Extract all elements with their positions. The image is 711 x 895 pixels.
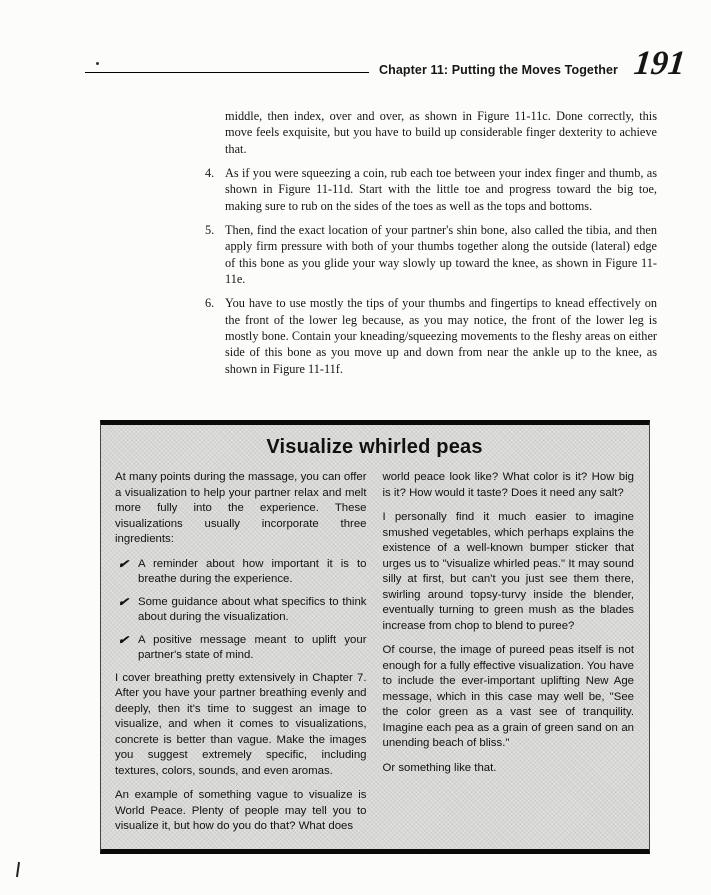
- chapter-title: Chapter 11: Putting the Moves Together: [378, 62, 618, 77]
- step-number: 4.: [205, 166, 215, 181]
- bullet-item: [117, 633, 367, 664]
- sidebar-paragraph: At many points during the massage, you can offer a visualization to help your partner relax and melt more fully into the experience. These visualizations usually incorporate three ingredients:: [115, 471, 367, 546]
- step-text: Then, find the exact location of your partner's shin bone, also called the tibia, and then apply firm pressure with both of your thumbs together along the outside (lateral) edge of this bone as you glide your way slowly up toward the knee, as shown in Figure 11-11e.: [225, 223, 657, 287]
- check-bullet-icon: ✔: [117, 594, 130, 609]
- bullet-item: [117, 595, 367, 626]
- step-text: You have to use mostly the tips of your thumbs and fingertips to knead effectively on the front of the lower leg because, as you may notice, the front of the lower leg is mostly bone. Contain your kneading/squeezing movements to the fleshy areas on either side of this bone as you move up and down from near the ankle up to the knee, as shown in Figure 11-11f.: [225, 296, 657, 376]
- sidebar-paragraph: I cover breathing pretty extensively in Chapter 7. After you have your partner breathing evenly and deeply, then it's time to suggest an image to visualize, and when it comes to visualizations, concrete is better than vague. Make the images you suggest extremely specific, including textures, colors, sounds, and even aromas.: [115, 671, 367, 777]
- intro-paragraph: middle, then index, over and over, as shown in Figure 11-11c. Done correctly, this move feels exquisite, but you have to build up considerable finger dexterity to achieve that.: [225, 109, 657, 156]
- sidebar-right-column: [383, 470, 635, 835]
- page-number: 191: [632, 45, 688, 82]
- sidebar-paragraph: I personally find it much easier to imagine smushed vegetables, which perhaps explains the existence of a well-known bumper sticker that urges us to "visualize whirled peas." It may sound silly at first, but can't you just see them there, swirling around topsy-turvy inside the blender, eventually turning to green mush as the blades increase from chop to blend to puree?: [382, 511, 634, 632]
- header-rule: [85, 72, 369, 73]
- bullet-list: [117, 557, 367, 664]
- sidebar-box: [100, 420, 650, 854]
- step-number: 6.: [205, 296, 215, 311]
- body-text-block: [205, 108, 657, 385]
- check-bullet-icon: ✔: [117, 556, 130, 571]
- step-number: 5.: [205, 223, 215, 238]
- scan-artifact-mark: [16, 862, 20, 877]
- bullet-text: A reminder about how important it is to breathe during the experience.: [138, 557, 367, 586]
- numbered-step: [205, 295, 657, 377]
- bullet-text: Some guidance about what specifics to think about during the visualization.: [138, 595, 367, 624]
- page-header: [85, 45, 688, 82]
- sidebar-title: Visualize whirled peas: [266, 436, 483, 458]
- sidebar-paragraph: Of course, the image of pureed peas itself is not enough for a fully effective visualization. You have to include the ever-important uplifting New Age message, which in this case may well be, "See the color green as a vast see of tranquility. Imagine each pea as a grain of green sand on an unending beach of bliss.": [382, 644, 634, 750]
- sidebar-paragraph: world peace look like? What color is it? How big is it? How would it taste? Does it need any salt?: [382, 471, 634, 499]
- bullet-text: A positive message meant to uplift your partner's state of mind.: [138, 633, 367, 662]
- sidebar-paragraph: Or something like that.: [382, 761, 497, 774]
- sidebar-columns: [115, 470, 634, 835]
- step-text: As if you were squeezing a coin, rub each toe between your index finger and thumb, as shown in Figure 11-11d. Start with the little toe and progress toward the big toe, making sure to rub on the sides of the toes as well as the tops and bottoms.: [225, 166, 657, 213]
- sidebar-paragraph: An example of something vague to visualize is World Peace. Plenty of people may tell you to visualize it, but how do you do that? What does: [115, 789, 367, 833]
- numbered-step: [205, 222, 657, 287]
- check-bullet-icon: ✔: [117, 632, 130, 647]
- bullet-item: [117, 557, 367, 588]
- sidebar-left-column: [115, 470, 367, 835]
- numbered-step: [205, 165, 657, 214]
